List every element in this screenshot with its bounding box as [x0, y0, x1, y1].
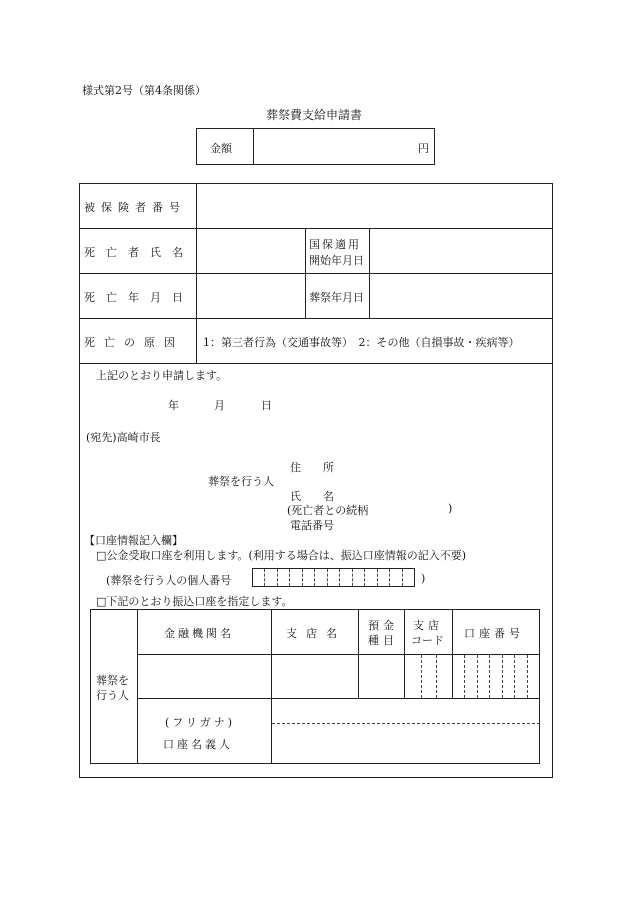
funeral-date-label: 葬祭年月日	[309, 291, 364, 304]
address-label: 住 所	[290, 461, 334, 474]
mynumber-close: )	[421, 572, 426, 585]
deposit-type-header-1: 預金	[368, 619, 398, 632]
date-day: 日	[261, 399, 272, 412]
amount-label: 金額	[210, 142, 232, 155]
applicant-label: 葬祭を行う人	[208, 475, 274, 488]
bank-name-header: 金融機関名	[164, 627, 234, 640]
branch-code-header-2: コード	[411, 634, 444, 647]
bank-side-label-1: 葬祭を	[96, 674, 129, 687]
application-statement: 上記のとおり申請します。	[96, 369, 228, 382]
deposit-type-field[interactable]	[359, 655, 404, 698]
kokuho-date-field[interactable]	[370, 229, 552, 273]
relation-label: (死亡者との続柄	[287, 504, 369, 517]
relation-close: )	[448, 502, 453, 515]
deposit-type-header-2: 種目	[368, 634, 398, 647]
cause-label: 死亡の原因	[84, 336, 184, 349]
amount-input[interactable]	[254, 128, 434, 165]
branch-code-header-1: 支店	[413, 619, 443, 632]
option-public-account[interactable]: □公金受取口座を利用します。(利用する場合は、振込口座情報の記入不要)	[96, 549, 467, 562]
death-date-field[interactable]	[197, 274, 305, 318]
name-label: 氏 名	[290, 490, 334, 503]
holder-label: 口座名義人	[163, 738, 233, 751]
date-month: 月	[214, 399, 225, 412]
branch-name-header: 支店名	[286, 627, 346, 640]
phone-label: 電話番号	[290, 519, 334, 532]
account-number-header: 口座番号	[464, 627, 524, 640]
page-title: 葬祭費支給申請書	[266, 108, 363, 122]
death-date-label: 死亡年月日	[84, 291, 194, 304]
holder-name-field[interactable]	[272, 724, 540, 764]
deceased-name-field[interactable]	[197, 229, 305, 273]
furigana-field[interactable]	[272, 699, 540, 723]
branch-code-field[interactable]	[405, 655, 452, 698]
kokuho-date-label-1: 国保適用	[309, 238, 361, 251]
insured-number-label: 被保険者番号	[84, 201, 186, 214]
form-number: 様式第2号（第4条関係）	[82, 84, 206, 97]
bank-name-field[interactable]	[138, 655, 271, 698]
mynumber-label: (葬祭を行う人の個人番号	[106, 574, 232, 587]
kokuho-date-label-2: 開始年月日	[309, 254, 364, 267]
amount-unit: 円	[418, 142, 429, 155]
bank-side-label-2: 行う人	[96, 689, 129, 702]
account-number-field[interactable]	[453, 655, 540, 698]
option-designate-account[interactable]: □下記のとおり振込口座を指定します。	[96, 595, 293, 608]
account-section-title: 【口座情報記入欄】	[84, 534, 183, 547]
date-year: 年	[168, 399, 179, 412]
addressee: (宛先)高崎市長	[86, 431, 161, 444]
branch-name-field[interactable]	[272, 655, 358, 698]
insured-number-field[interactable]	[197, 184, 552, 228]
furigana-label: (フリガナ)	[165, 716, 236, 729]
cause-options[interactable]: 1：第三者行為（交通事故等） 2：その他（自損事故・疾病等）	[203, 336, 520, 349]
deceased-name-label: 死亡者氏名	[84, 246, 194, 259]
funeral-date-field[interactable]	[370, 274, 552, 318]
